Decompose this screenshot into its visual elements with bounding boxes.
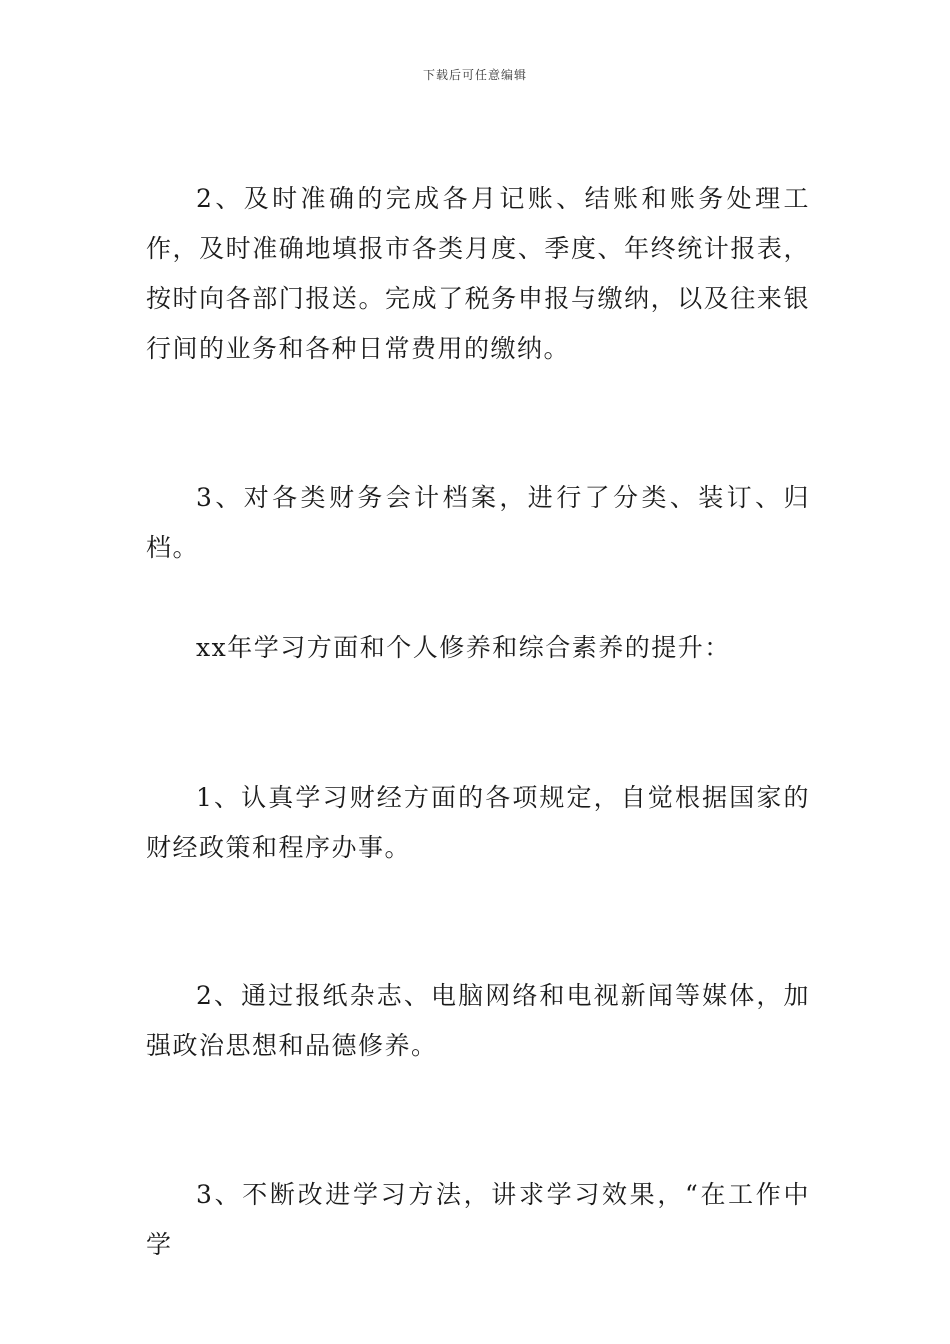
- paragraph-accounting-work: 2、及时准确的完成各月记账、结账和账务处理工作，及时准确地填报市各类月度、季度、年终统计报表，按时向各部门报送。完成了税务申报与缴纳，以及往来银行间的业务和各种日常费用的缴纳。: [146, 184, 810, 363]
- paragraph-archive-filing: 3、对各类财务会计档案，进行了分类、装订、归档。: [146, 483, 810, 562]
- paragraph-study-methods: 3、不断改进学习方法，讲求学习效果，“在工作中学: [146, 1180, 810, 1259]
- paragraph-section-heading: xx年学习方面和个人修养和综合素养的提升：: [196, 633, 731, 662]
- paragraph-study-regulations: 1、认真学习财经方面的各项规定，自觉根据国家的财经政策和程序办事。: [146, 783, 810, 862]
- page-header: 下载后可任意编辑: [422, 68, 527, 82]
- paragraph-media-learning: 2、通过报纸杂志、电脑网络和电视新闻等媒体，加强政治思想和品德修养。: [146, 981, 810, 1060]
